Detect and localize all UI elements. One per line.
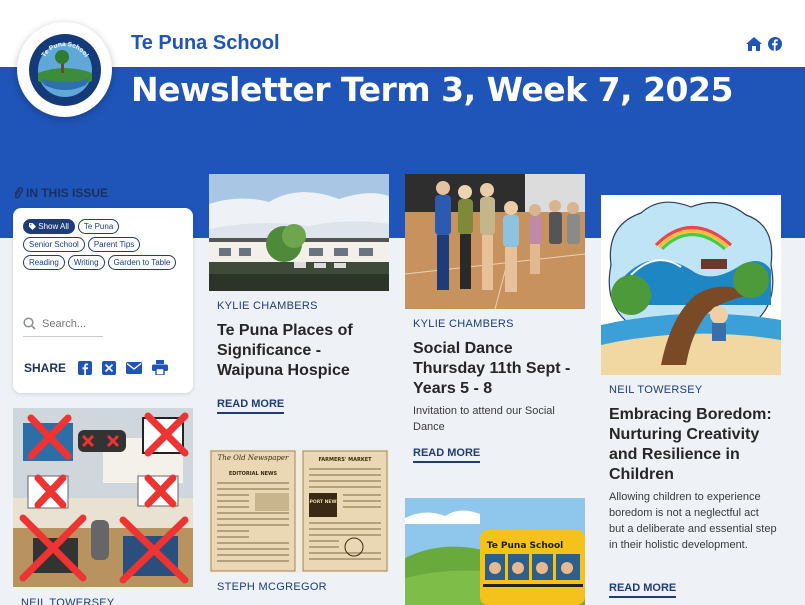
tag-writing[interactable]: Writing bbox=[68, 255, 105, 270]
article-excerpt: Invitation to attend our Social Dance bbox=[413, 405, 555, 433]
sidebar-card bbox=[13, 208, 193, 393]
school-logo-emblem bbox=[28, 33, 102, 107]
share-row bbox=[24, 360, 168, 375]
print-icon[interactable] bbox=[152, 360, 168, 375]
logo-text: Te Puna School bbox=[39, 40, 90, 59]
newspaper-market: FARMERS' MARKET bbox=[318, 457, 372, 463]
read-more-link[interactable]: READ MORE bbox=[217, 398, 284, 414]
paperclip-icon bbox=[13, 187, 23, 199]
newspaper-editorial: EDITORIAL NEWS bbox=[228, 471, 278, 477]
article-title[interactable]: Social Dance Thursday 11th Sept - Years 5 - 8 bbox=[413, 340, 571, 397]
x-share-icon[interactable] bbox=[102, 361, 116, 375]
top-bar bbox=[0, 0, 805, 67]
tag-label: Show All bbox=[38, 222, 69, 231]
tag-senior-school[interactable]: Senior School bbox=[23, 237, 85, 252]
article-author: KYLIE CHAMBERS bbox=[413, 318, 514, 330]
hospice-photo bbox=[209, 174, 389, 291]
share-label: SHARE bbox=[24, 360, 67, 375]
search-input[interactable] bbox=[42, 318, 100, 330]
in-this-issue-heading bbox=[13, 186, 108, 200]
article-author: NEIL TOWERSEY bbox=[21, 597, 115, 605]
tag-icon bbox=[29, 223, 36, 230]
school-name[interactable]: Te Puna School bbox=[131, 32, 280, 54]
page-title: Newsletter Term 3, Week 7, 2025 bbox=[131, 70, 733, 109]
home-icon[interactable] bbox=[746, 37, 762, 51]
facebook-icon[interactable] bbox=[768, 37, 782, 51]
article-image-boredom[interactable] bbox=[601, 195, 781, 375]
tag-te-puna[interactable]: Te Puna bbox=[78, 219, 119, 234]
dance-photo bbox=[405, 174, 585, 309]
tag-reading[interactable]: Reading bbox=[23, 255, 65, 270]
article-image-bus[interactable] bbox=[405, 498, 585, 605]
in-this-issue-label: IN THIS ISSUE bbox=[26, 186, 109, 200]
article-author: NEIL TOWERSEY bbox=[609, 384, 703, 396]
tag-parent-tips[interactable]: Parent Tips bbox=[88, 237, 140, 252]
article-image-screens[interactable] bbox=[13, 408, 193, 587]
screens-illustration bbox=[13, 408, 193, 587]
header-icons bbox=[746, 37, 782, 51]
article-title[interactable]: Te Puna Places of Significance - Waipuna Hospice bbox=[217, 322, 353, 379]
search-icon bbox=[23, 317, 36, 330]
newspaper-sport: SPORT NEWS bbox=[306, 500, 340, 505]
newspaper-illustration bbox=[209, 449, 389, 573]
email-share-icon[interactable] bbox=[126, 362, 142, 374]
boredom-illustration bbox=[601, 195, 781, 375]
school-bus-illustration bbox=[405, 498, 585, 605]
tag-show-all[interactable] bbox=[23, 219, 75, 234]
facebook-share-icon[interactable] bbox=[78, 361, 92, 375]
article-image-dance[interactable] bbox=[405, 174, 585, 309]
read-more-link[interactable]: READ MORE bbox=[413, 447, 480, 463]
school-logo[interactable] bbox=[17, 22, 112, 117]
newspaper-masthead: The Old Newspaper bbox=[217, 454, 289, 462]
article-title[interactable]: Embracing Boredom: Nurturing Creativity and Resilience in Children bbox=[609, 406, 772, 483]
tag-garden-to-table[interactable]: Garden to Table bbox=[108, 255, 177, 270]
bus-text: Te Puna School bbox=[486, 541, 564, 551]
article-excerpt: Allowing children to experience boredom is not a neglectful act but a deliberate and essential step in their holistic development. bbox=[609, 491, 777, 551]
tag-filter-list bbox=[23, 219, 183, 270]
article-author: KYLIE CHAMBERS bbox=[217, 300, 318, 312]
article-image-hospice[interactable] bbox=[209, 174, 389, 291]
article-image-newspaper[interactable] bbox=[209, 449, 389, 573]
read-more-link[interactable]: READ MORE bbox=[609, 582, 676, 598]
article-author: STEPH MCGREGOR bbox=[217, 581, 327, 593]
search-box bbox=[23, 311, 103, 337]
